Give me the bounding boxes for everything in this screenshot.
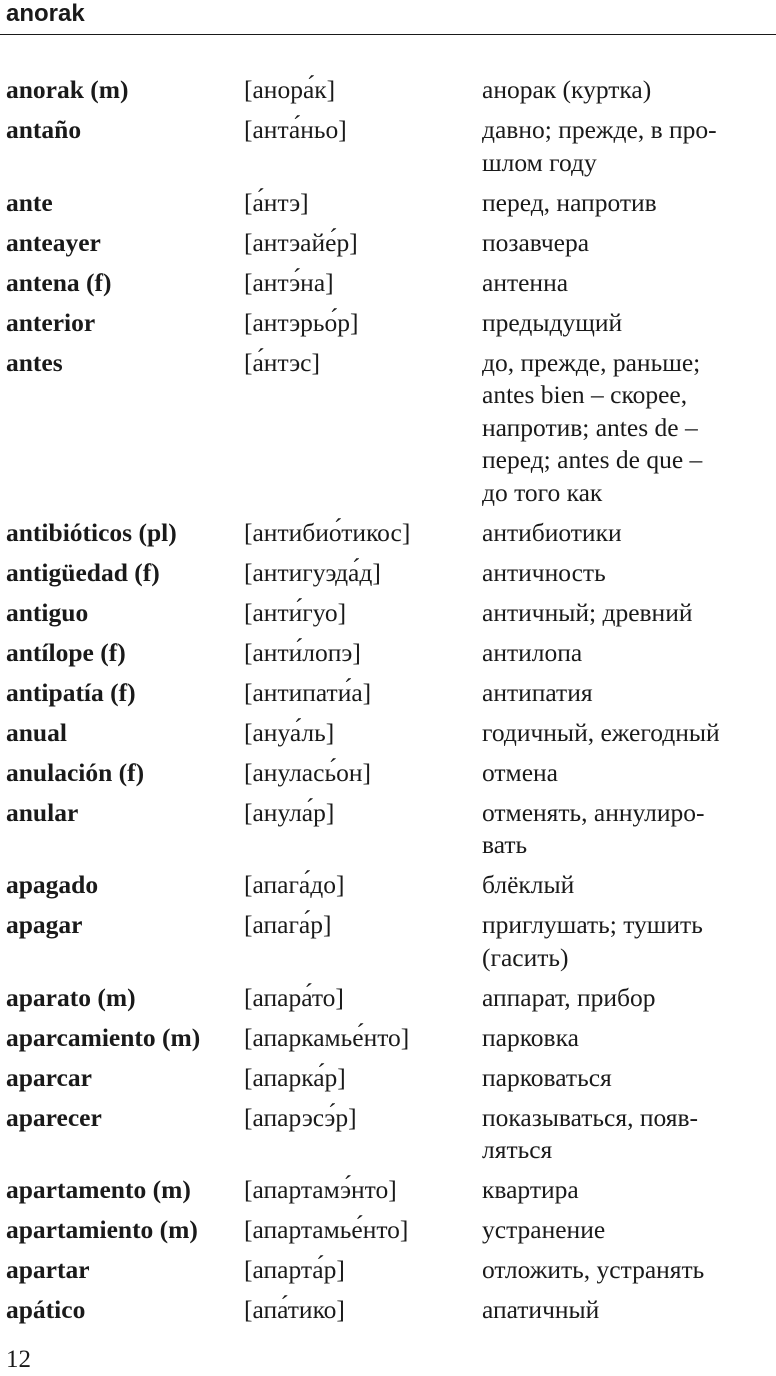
entry-word: antena (f)	[6, 267, 112, 297]
entry-transcription: [анти́лопэ]	[244, 637, 361, 667]
dictionary-entry	[6, 677, 772, 717]
entry-word: antaño	[6, 114, 82, 144]
entry-word: antílope (f)	[6, 637, 126, 667]
entry-translation: отмена	[482, 757, 558, 787]
entry-translation: античный; древний	[482, 597, 693, 627]
entry-word: apartamiento (m)	[6, 1215, 198, 1245]
dictionary-entry	[6, 227, 772, 267]
header-divider	[0, 34, 776, 35]
entry-transcription: [апаркамье́нто]	[244, 1022, 410, 1052]
entry-translation: антенна	[482, 267, 569, 297]
entry-translation: антипатия	[482, 677, 593, 707]
dictionary-entry	[6, 347, 772, 517]
entry-word: apagar	[6, 910, 83, 940]
entry-transcription: [апа́тико]	[244, 1295, 345, 1325]
dictionary-entry	[6, 1214, 772, 1254]
entry-transcription: [антибио́тикос]	[244, 517, 411, 547]
entry-transcription: [антипати́а]	[244, 677, 372, 707]
entry-translation: перед, напротив	[482, 187, 657, 217]
entry-word: aparcamiento (m)	[6, 1022, 201, 1052]
entry-translation: до, прежде, раньше; antes bien – скорее, напротив; antes de – перед; antes de que – до того как	[482, 347, 703, 507]
entry-translation: апатичный	[482, 1295, 600, 1325]
entry-translation: показываться, появ- ляться	[482, 1102, 699, 1165]
dictionary-entry	[6, 267, 772, 307]
entry-translation: устранение	[482, 1215, 606, 1245]
dictionary-entry	[6, 597, 772, 637]
entry-translation: антилопа	[482, 637, 583, 667]
dictionary-entry	[6, 1174, 772, 1214]
entry-translation: античность	[482, 557, 606, 587]
entry-transcription: [апарка́р]	[244, 1062, 346, 1092]
entry-word: aparecer	[6, 1102, 102, 1132]
dictionary-entry	[6, 797, 772, 870]
entry-word: apartamento (m)	[6, 1175, 191, 1205]
entry-word: aparcar	[6, 1062, 92, 1092]
entry-transcription: [анти́гуо]	[244, 597, 347, 627]
entry-translation: годичный, ежегодный	[482, 717, 720, 747]
entry-word: anorak (m)	[6, 75, 129, 104]
entry-transcription: [а́нтэ]	[244, 187, 309, 217]
dictionary-entry	[6, 1102, 772, 1175]
entry-transcription: [антигуэда́д]	[244, 557, 381, 587]
dictionary-entry	[6, 1022, 772, 1062]
entry-word: antiguo	[6, 597, 89, 627]
dictionary-entry	[6, 307, 772, 347]
entry-word: antibióticos (pl)	[6, 517, 177, 547]
entry-word: antipatía (f)	[6, 677, 136, 707]
dictionary-entry	[6, 74, 772, 114]
dictionary-entry	[6, 114, 772, 187]
dictionary-entry	[6, 637, 772, 677]
entry-word: anteayer	[6, 227, 101, 257]
entry-transcription: [ануа́ль]	[244, 717, 335, 747]
entry-translation: отложить, устранять	[482, 1255, 705, 1285]
entry-translation: предыдущий	[482, 307, 623, 337]
dictionary-entry	[6, 717, 772, 757]
entry-translation: отменять, аннулиро- вать	[482, 797, 705, 860]
running-header: anorak	[6, 0, 85, 27]
dictionary-entry	[6, 1254, 772, 1294]
entry-word: anulación (f)	[6, 757, 145, 787]
entry-translation: позавчера	[482, 227, 590, 257]
entry-translation: парковаться	[482, 1062, 612, 1092]
entry-transcription: [а́нтэс]	[244, 347, 320, 377]
dictionary-entry	[6, 1062, 772, 1102]
entry-transcription: [апага́до]	[244, 870, 345, 900]
entry-translation: анорак (куртка)	[482, 75, 652, 104]
entry-word: apático	[6, 1295, 86, 1325]
entry-word: anular	[6, 797, 79, 827]
entry-transcription: [антэайе́р]	[244, 227, 358, 257]
entry-translation: давно; прежде, в про- шлом году	[482, 114, 717, 177]
entry-transcription: [апартамье́нто]	[244, 1215, 409, 1245]
entry-transcription: [антэрьо́р]	[244, 307, 359, 337]
entry-transcription: [анулась́он]	[244, 757, 371, 787]
entry-transcription: [апага́р]	[244, 910, 332, 940]
entry-word: anual	[6, 717, 67, 747]
entry-word: antigüedad (f)	[6, 557, 160, 587]
entry-transcription: [анта́ньо]	[244, 114, 347, 144]
dictionary-entry	[6, 1294, 772, 1334]
dictionary-entry	[6, 757, 772, 797]
entry-word: apartar	[6, 1255, 90, 1285]
entry-word: antes	[6, 347, 63, 377]
entry-transcription: [апартамэ́нто]	[244, 1175, 397, 1205]
entry-word: anterior	[6, 307, 96, 337]
dictionary-entry	[6, 869, 772, 909]
dictionary-entries	[6, 74, 772, 1334]
entry-transcription: [анула́р]	[244, 797, 335, 827]
dictionary-entry	[6, 982, 772, 1022]
entry-transcription: [антэ́на]	[244, 267, 334, 297]
entry-translation: квартира	[482, 1175, 579, 1205]
entry-transcription: [апарта́р]	[244, 1255, 345, 1285]
dictionary-entry	[6, 517, 772, 557]
entry-translation: парковка	[482, 1022, 579, 1052]
entry-translation: приглушать; тушить (гасить)	[482, 910, 703, 972]
entry-translation: блёклый	[482, 870, 575, 900]
entry-word: ante	[6, 187, 53, 217]
dictionary-entry	[6, 557, 772, 597]
dictionary-entry	[6, 187, 772, 227]
entry-transcription: [анора́к]	[244, 75, 336, 104]
entry-transcription: [апарэсэ́р]	[244, 1102, 357, 1132]
entry-word: aparato (m)	[6, 982, 136, 1012]
entry-word: apagado	[6, 870, 99, 900]
entry-transcription: [апара́то]	[244, 982, 344, 1012]
entry-translation: аппарат, прибор	[482, 982, 656, 1012]
entry-translation: антибиотики	[482, 517, 622, 547]
page-number: 12	[6, 1346, 31, 1373]
dictionary-entry	[6, 909, 772, 982]
